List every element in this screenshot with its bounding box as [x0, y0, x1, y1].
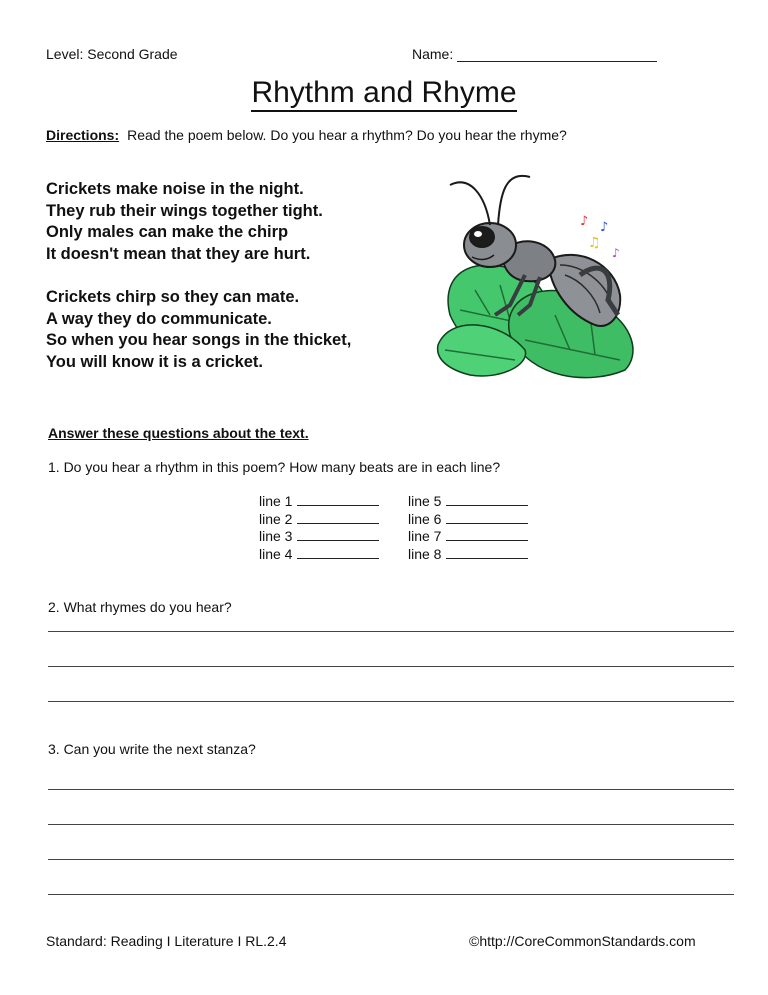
question-2: 2. What rhymes do you hear?	[48, 599, 232, 615]
beat-answer-blank[interactable]	[446, 493, 528, 506]
poem-line: They rub their wings together tight.	[46, 201, 323, 220]
poem-stanza-2	[46, 287, 351, 373]
svg-text:♪: ♪	[600, 220, 609, 235]
answer-line[interactable]	[48, 824, 734, 825]
answer-line[interactable]	[48, 666, 734, 667]
svg-text:♪: ♪	[612, 246, 620, 260]
poem-line: Crickets chirp so they can mate.	[46, 288, 300, 306]
level-label: Level: Second Grade	[46, 46, 178, 62]
beat-answer-blank[interactable]	[446, 511, 528, 524]
question-1: 1. Do you hear a rhythm in this poem? How many beats are in each line?	[48, 459, 501, 475]
directions-text: Read the poem below. Do you hear a rhythm? Do you hear the rhyme?	[127, 127, 567, 143]
svg-text:♫: ♫	[588, 235, 601, 251]
beat-label: line 6	[408, 510, 442, 527]
beat-answer-blank[interactable]	[297, 511, 379, 524]
beat-answer-blank[interactable]	[446, 546, 528, 559]
answer-line[interactable]	[48, 859, 734, 860]
poem-stanza-1	[46, 179, 323, 265]
beats-column-left	[259, 493, 379, 563]
beats-column-right	[408, 493, 528, 563]
answer-line[interactable]	[48, 631, 734, 632]
answer-line[interactable]	[48, 701, 734, 702]
footer-standard: Standard: Reading I Literature I RL.2.4	[46, 933, 287, 949]
poem-line: Only males can make the chirp	[46, 223, 289, 241]
beat-label: line 1	[259, 493, 293, 509]
directions	[46, 127, 567, 143]
beat-answer-blank[interactable]	[446, 528, 528, 541]
beat-answer-blank[interactable]	[297, 546, 379, 559]
beat-label: line 3	[259, 528, 293, 544]
name-blank-line[interactable]	[457, 47, 657, 62]
poem-line: So when you hear songs in the thicket,	[46, 331, 352, 349]
beat-label: line 2	[259, 510, 293, 527]
svg-text:♪: ♪	[580, 214, 589, 229]
poem-line: A way they do communicate.	[46, 309, 272, 328]
cricket-illustration	[430, 165, 650, 395]
question-3: 3. Can you write the next stanza?	[48, 741, 256, 757]
beat-label: line 5	[408, 493, 442, 509]
page-title: Rhythm and Rhyme	[0, 76, 768, 110]
beat-label: line 8	[408, 545, 442, 562]
beat-answer-blank[interactable]	[297, 493, 379, 506]
beat-answer-blank[interactable]	[297, 528, 379, 541]
poem-line: It doesn't mean that they are hurt.	[46, 244, 311, 263]
poem-line: You will know it is a cricket.	[46, 352, 264, 371]
music-notes-icon	[580, 214, 620, 260]
footer-site-link[interactable]: ©http://CoreCommonStandards.com	[469, 933, 696, 949]
answer-heading: Answer these questions about the text.	[48, 425, 309, 441]
answer-line[interactable]	[48, 789, 734, 790]
poem-line: Crickets make noise in the night.	[46, 180, 304, 198]
answer-line[interactable]	[48, 894, 734, 895]
beat-label: line 7	[408, 528, 442, 544]
directions-label: Directions:	[46, 127, 120, 143]
beat-label: line 4	[259, 545, 293, 562]
name-field	[412, 46, 657, 62]
name-label: Name:	[412, 46, 454, 62]
